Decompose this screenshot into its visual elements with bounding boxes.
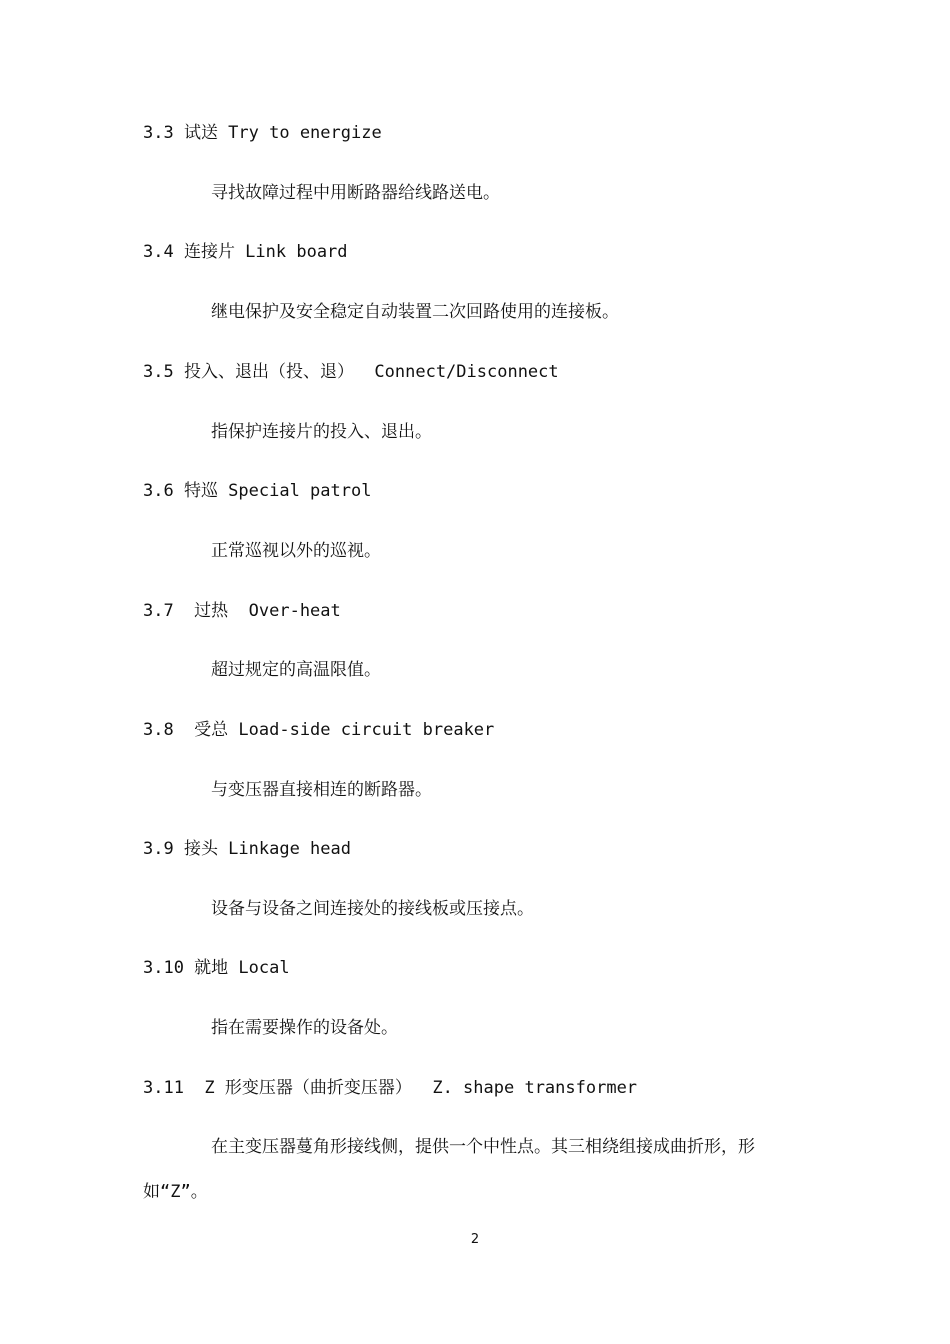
term-3-3: 3.3 试送 Try to energize xyxy=(143,123,382,143)
term-3-6: 3.6 特巡 Special patrol xyxy=(143,481,372,501)
term-3-7: 3.7 过热 Over-heat xyxy=(143,601,341,621)
definition-3-5: 指保护连接片的投入、退出。 xyxy=(211,422,432,442)
definition-3-8: 与变压器直接相连的断路器。 xyxy=(211,780,432,800)
term-3-11: 3.11 Z 形变压器（曲折变压器） Z. shape transformer xyxy=(143,1078,638,1098)
definition-3-6: 正常巡视以外的巡视。 xyxy=(211,541,381,561)
definition-3-9: 设备与设备之间连接处的接线板或压接点。 xyxy=(211,899,534,919)
term-3-4: 3.4 连接片 Link board xyxy=(143,242,348,262)
term-3-9: 3.9 接头 Linkage head xyxy=(143,839,351,859)
term-3-5: 3.5 投入、退出（投、退） Connect/Disconnect xyxy=(143,362,559,382)
definition-3-10: 指在需要操作的设备处。 xyxy=(211,1018,398,1038)
term-3-8: 3.8 受总 Load-side circuit breaker xyxy=(143,720,495,740)
page-number: 2 xyxy=(470,1232,480,1247)
term-3-10: 3.10 就地 Local xyxy=(143,958,290,978)
definition-3-3: 寻找故障过程中用断路器给线路送电。 xyxy=(211,183,500,203)
definition-3-4: 继电保护及安全稳定自动装置二次回路使用的连接板。 xyxy=(211,302,619,322)
definition-3-7: 超过规定的高温限值。 xyxy=(211,660,381,680)
definition-3-11: 在主变压器蔓角形接线侧，提供一个中性点。其三相绕组接成曲折形，形如“Z”。 xyxy=(143,1137,755,1202)
